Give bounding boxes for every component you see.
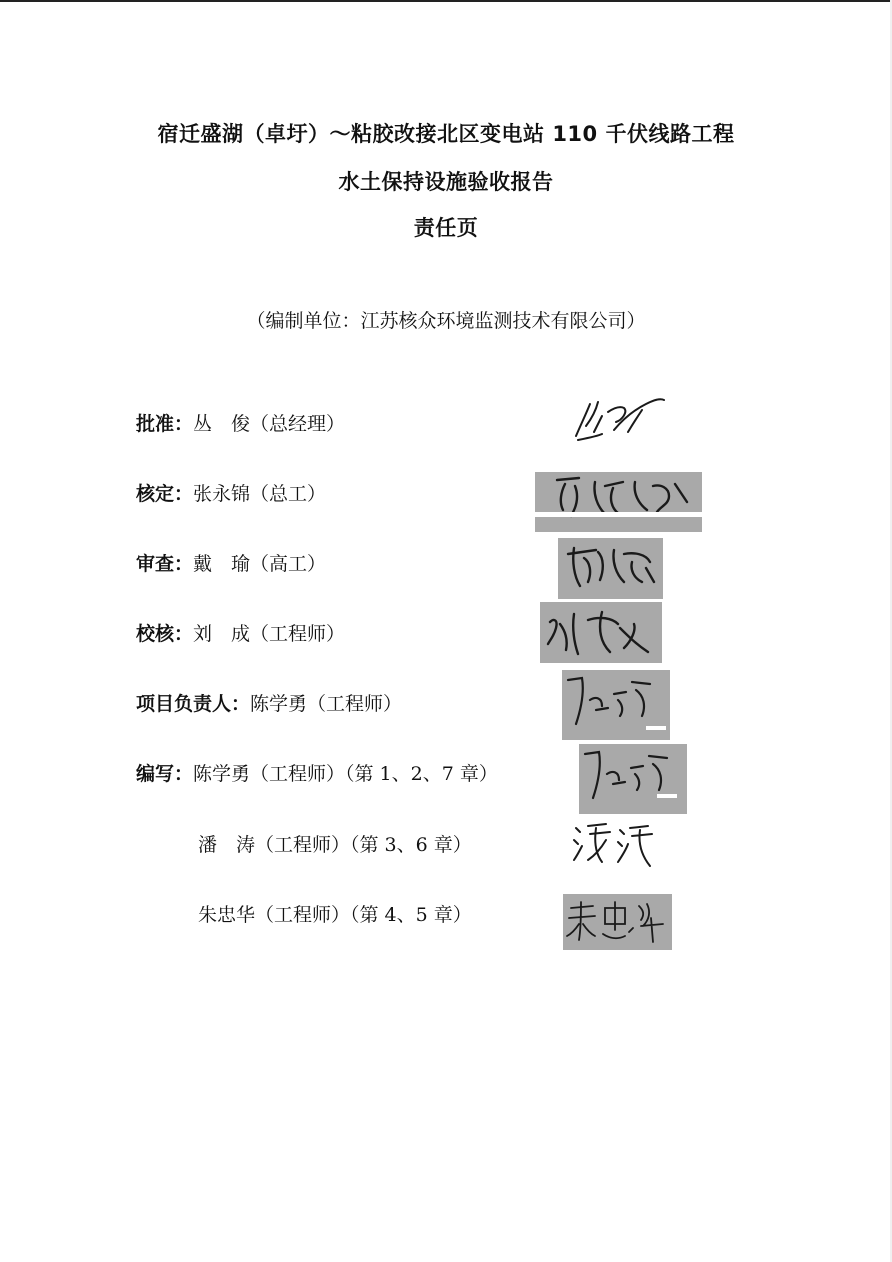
review-row xyxy=(136,550,326,578)
check-row xyxy=(136,620,345,648)
project-lead-row xyxy=(136,690,402,718)
signature-author-3 xyxy=(563,894,672,950)
role-label: 校核： xyxy=(136,623,194,645)
signature-checker xyxy=(540,602,662,663)
author-row-1 xyxy=(136,760,498,788)
author-row-2 xyxy=(198,831,472,859)
page-top-border xyxy=(0,0,892,2)
signature-reviewer xyxy=(558,538,663,599)
role-label: 批准： xyxy=(136,413,194,435)
person-name: 刘 成（工程师） xyxy=(193,623,346,645)
role-label: 编写： xyxy=(136,763,194,785)
signature-project-lead xyxy=(562,670,670,740)
organization-line: （编制单位：江苏核众环境监测技术有限公司） xyxy=(246,310,646,332)
role-label: 审查： xyxy=(136,553,194,575)
signature-approver xyxy=(568,392,668,452)
page-title: 责任页 xyxy=(413,216,479,240)
signature-author-1 xyxy=(579,744,687,814)
person-name: 张永锦（总工） xyxy=(193,483,327,505)
project-title: 宿迁盛湖（卓圩）～粘胶改接北区变电站 110 千伏线路工程 xyxy=(157,122,735,146)
person-name: 陈学勇（工程师） xyxy=(250,693,403,715)
approval-row xyxy=(136,410,345,438)
signature-author-2 xyxy=(570,816,658,872)
person-name: 朱忠华（工程师）（第 4、5 章） xyxy=(198,904,472,926)
role-label: 核定： xyxy=(136,483,194,505)
role-label: 项目负责人： xyxy=(136,693,251,715)
person-name: 丛 俊（总经理） xyxy=(193,413,346,435)
person-name: 潘 涛（工程师）（第 3、6 章） xyxy=(198,834,472,856)
report-title: 水土保持设施验收报告 xyxy=(338,170,554,194)
verification-row xyxy=(136,480,326,508)
signature-verifier xyxy=(535,472,702,532)
person-name: 陈学勇（工程师）（第 1、2、7 章） xyxy=(193,763,498,785)
person-name: 戴 瑜（高工） xyxy=(193,553,327,575)
author-row-3 xyxy=(198,901,472,929)
